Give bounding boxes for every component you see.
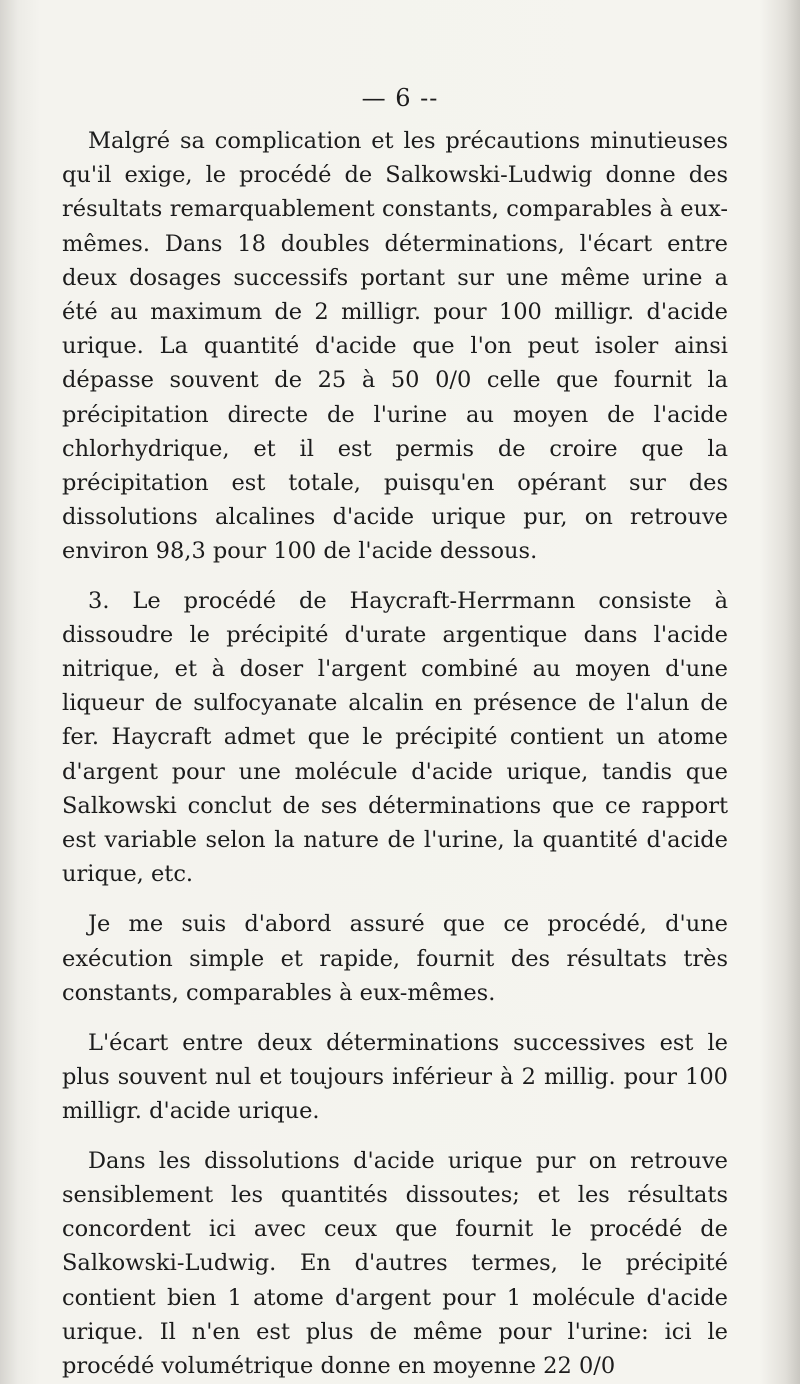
- paragraph-salkowski-ludwig-results: Malgré sa complication et les précautions minutieuses qu'il exige, le procédé de Salkowski-Ludwig donne des résultats remarquablement constants, comparables à eux-mêmes. Dans 18 doubles déterminations, l'écart entre deux dosages successifs portant sur une même urine a été au maximum de 2 milligr. pour 100 milligr. d'acide urique. La quantité d'acide que l'on peut isoler ainsi dépasse souvent de 25 à 50 0/0 celle que fournit la précipitation directe de l'urine au moyen de l'acide chlorhydrique, et il est permis de croire que la précipitation est totale, puisqu'en opérant sur des dissolutions alcalines d'acide urique pur, on retrouve environ 98,3 pour 100 de l'acide dessous.: [62, 128, 728, 565]
- paragraph-method-consistency: Je me suis d'abord assuré que ce procédé, d'une exécution simple et rapide, fournit des résultats très constants, comparables à eux-mêmes.: [62, 911, 728, 1006]
- paragraph-haycraft-herrmann-method: 3. Le procédé de Haycraft-Herrmann consiste à dissoudre le précipité d'urate argentique dans l'acide nitrique, et à doser l'argent combiné au moyen d'une liqueur de sulfocyanate alcalin en présence de l'alun de fer. Haycraft admet que le précipité contient un atome d'argent pour une molécule d'acide urique, tandis que Salkowski conclut de ses déterminations que ce rapport est variable selon la nature de l'urine, la quantité d'acide urique, etc.: [62, 587, 728, 888]
- body-text: [62, 124, 728, 1383]
- paragraph-pure-uric-acid-solutions: Dans les dissolutions d'acide urique pur on retrouve sensiblement les quantités dissoutes; et les résultats concordent ici avec ceux que fournit le procédé de Salkowski-Ludwig. En d'autres termes, le précipité contient bien 1 atome d'argent pour 1 molécule d'acide urique. Il n'en est plus de même pour l'urine: ici le procédé volumétrique donne en moyenne 22 0/0: [62, 1147, 728, 1379]
- page-number: — 6 --: [361, 84, 439, 112]
- paragraph-determination-gap: L'écart entre deux déterminations successives est le plus souvent nul et toujours inférieur à 2 millig. pour 100 milligr. d'acide urique.: [62, 1030, 728, 1125]
